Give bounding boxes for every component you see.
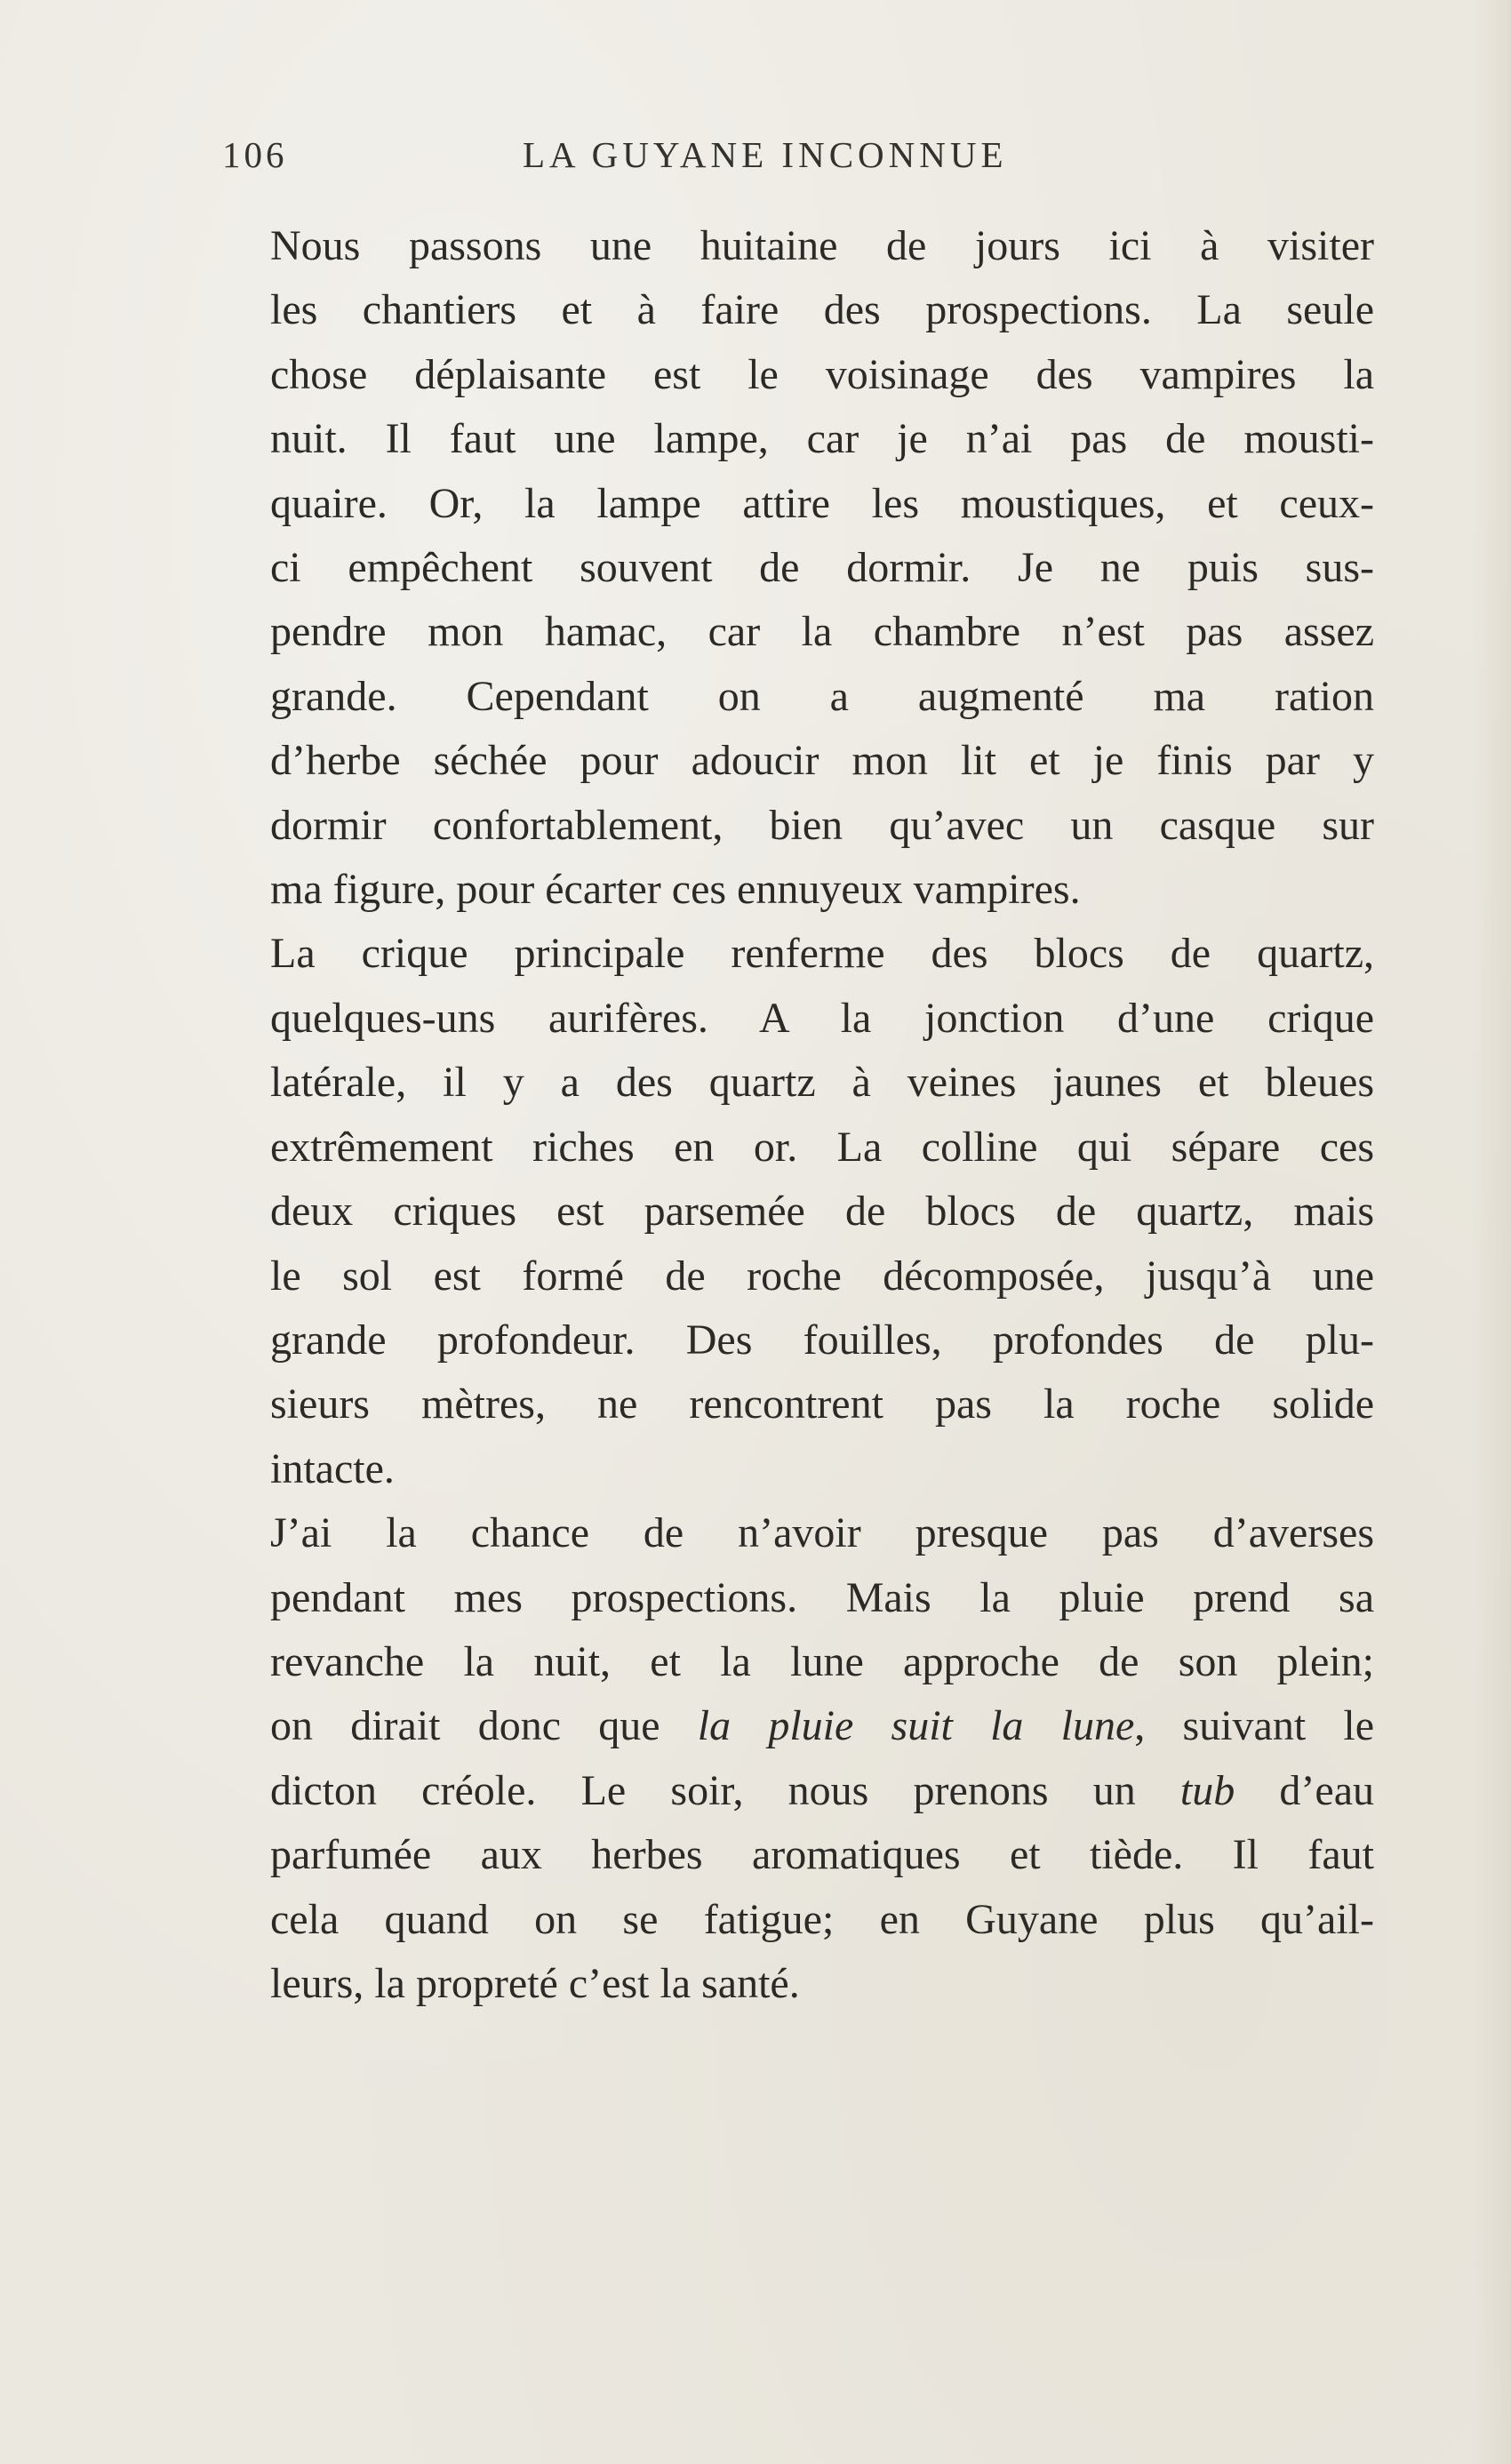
page-number: 106: [222, 134, 288, 175]
text-line: ci empêchent souvent de dormir. Je ne puis sus-: [270, 544, 1374, 592]
text-line: quaire. Or, la lampe attire les moustiques, et ceux-: [270, 479, 1374, 527]
italic-word: tub: [1179, 1766, 1235, 1814]
text-line-with-italic-word: [222, 1759, 1374, 1823]
text-line: les chantiers et à faire des prospections. La seule: [270, 286, 1374, 334]
text-line: ma figure, pour écarter ces ennuyeux vampires.: [270, 866, 1081, 914]
italic-phrase: la pluie suit la lune: [697, 1702, 1135, 1750]
text-line: La crique principale renferme des blocs de quartz,: [270, 930, 1374, 978]
text-line: Nous passons une huitaine de jours ici à visiter: [270, 222, 1374, 269]
paragraph-rain: [222, 1501, 1374, 2016]
text-line: cela quand on se fatigue; en Guyane plus qu’ail-: [270, 1895, 1374, 1943]
page-edge-shadow: [1472, 0, 1511, 2464]
text-line: leurs, la propreté c’est la santé.: [270, 1959, 800, 2007]
text-line: pendant mes prospections. Mais la pluie prend sa: [270, 1573, 1374, 1621]
text-line: d’herbe séchée pour adoucir mon lit et je finis par y: [270, 737, 1374, 785]
text-line: chose déplaisante est le voisinage des vampires la: [270, 350, 1374, 398]
text-line: quelques-uns aurifères. A la jonction d’une crique: [270, 994, 1374, 1042]
text-segment: , suivant le: [1134, 1702, 1375, 1750]
text-segment: on dirait donc que: [270, 1702, 698, 1750]
text-line: deux criques est parsemée de blocs de quartz, mais: [270, 1188, 1374, 1236]
text-line: grande. Cependant on a augmenté ma ration: [270, 672, 1374, 720]
text-line: revanche la nuit, et la lune approche de son plein;: [270, 1637, 1374, 1685]
text-line: sieurs mètres, ne rencontrent pas la roche solide: [270, 1380, 1374, 1428]
text-line-with-italics: [222, 1694, 1374, 1758]
text-segment: dicton créole. Le soir, nous prenons un: [270, 1766, 1180, 1814]
text-line: pendre mon hamac, car la chambre n’est pas assez: [270, 608, 1374, 656]
running-header: [222, 133, 1378, 187]
text-line: le sol est formé de roche décomposée, jusqu’à une: [270, 1252, 1374, 1300]
text-line: dormir confortablement, bien qu’avec un casque sur: [270, 801, 1374, 849]
text-line: J’ai la chance de n’avoir presque pas d’averses: [270, 1509, 1374, 1557]
text-line: grande profondeur. Des fouilles, profondes de plu-: [270, 1316, 1374, 1364]
text-line: intacte.: [270, 1444, 395, 1492]
body-text: [222, 214, 1374, 2016]
text-line: latérale, il y a des quartz à veines jaunes et bleues: [270, 1059, 1374, 1107]
paragraph-quartz: [222, 922, 1374, 1501]
text-line: extrêmement riches en or. La colline qui sépare ces: [270, 1123, 1374, 1171]
text-line: nuit. Il faut une lampe, car je n’ai pas de mousti-: [270, 415, 1374, 463]
running-title: LA GUYANE INCONNUE: [523, 134, 1008, 175]
paragraph-vampires: [222, 214, 1374, 922]
text-segment: d’eau: [1235, 1766, 1374, 1814]
text-line: parfumée aux herbes aromatiques et tiède. Il faut: [270, 1831, 1374, 1879]
